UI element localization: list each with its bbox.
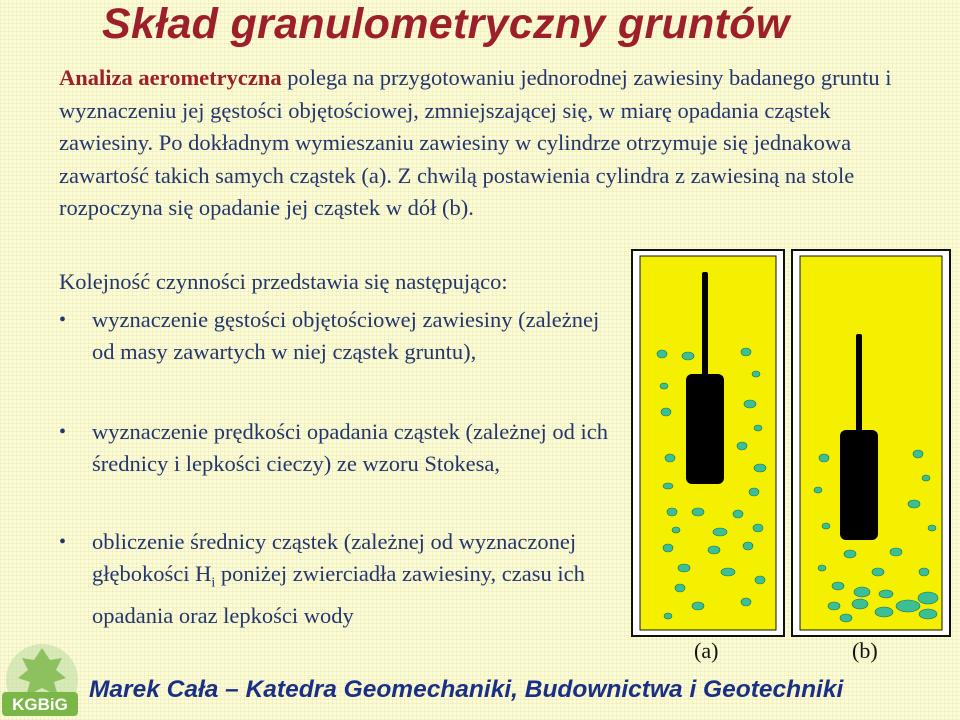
bullet-marker: • (59, 309, 67, 331)
particle (754, 464, 766, 472)
particle (828, 602, 840, 610)
particle (919, 609, 937, 619)
bullet-text: wyznaczenie prędkości opadania cząstek (zależnej od ich średnicy i lepkości cieczy) ze wzoru Stokesa, (92, 419, 608, 476)
particle (832, 582, 844, 590)
particle (661, 408, 671, 416)
particle (663, 544, 673, 552)
label-a: (a) (694, 638, 719, 663)
particle (672, 527, 680, 533)
particle (890, 548, 902, 556)
particle (752, 371, 760, 377)
particle (741, 348, 751, 356)
particle (822, 523, 830, 529)
sedimentation-figure (628, 246, 954, 638)
particle (754, 425, 762, 431)
particle (818, 565, 826, 571)
order-heading: Kolejność czynności przedstawia się następująco: (59, 269, 508, 294)
particle (875, 607, 893, 617)
particle (872, 568, 884, 576)
slide-title: Skład granulometryczny gruntów (102, 0, 790, 48)
particle (852, 599, 868, 609)
particle (678, 564, 690, 572)
particle (928, 525, 936, 531)
particle (840, 614, 852, 622)
intro-keyword: Analiza aerometryczna (59, 65, 282, 90)
particle (896, 600, 920, 612)
particle (721, 568, 735, 576)
particle (908, 500, 920, 508)
particle (664, 613, 672, 619)
kgbig-logo (0, 640, 80, 720)
bullet-text: wyznaczenie gęstości objętościowej zawiesiny (zależnej od masy zawartych w niej cząstek gruntu), (92, 307, 600, 364)
particle (663, 483, 673, 489)
particle (844, 550, 856, 558)
logo-text: KGBiG (12, 695, 68, 714)
particle (854, 587, 870, 597)
particle (879, 590, 893, 598)
particle (682, 352, 694, 360)
particle (733, 510, 743, 518)
particle (919, 568, 929, 576)
bullet-marker: • (59, 531, 67, 553)
particle (667, 508, 677, 516)
footer-author: Marek Cała – Katedra Geomechaniki, Budownictwa i Geotechniki (89, 676, 844, 703)
particle (665, 454, 675, 462)
particle (749, 488, 759, 496)
intro-text: polega na przygotowaniu jednorodnej zawiesiny badanego gruntu i wyznaczeniu jej gęstości objętościowej, zmniejszającej się, w miarę opadania cząstek zawiesiny. Po dokładnym wymieszaniu zawiesiny w cylindrze otrzymuje się jednakowa zawartość takich samych cząstek (a). Z chwilą postawienia cylindra z zawiesiną na stole rozpoczyna się opadanie jej cząstek w dół (b). (59, 65, 892, 220)
label-b: (b) (852, 638, 878, 663)
particle (743, 542, 753, 550)
particle (660, 383, 668, 389)
particle (753, 524, 763, 532)
bullet-text: obliczenie średnicy cząstek (zależnej od wyznaczonej głębokości $H_i$ poniżej zwierciadła zawiesiny, czasu ich opadania oraz lepkości wody (92, 529, 585, 628)
particle (708, 546, 720, 554)
particle (755, 576, 765, 584)
particle (692, 508, 704, 516)
intro-paragraph (59, 62, 919, 225)
bullet-marker: • (59, 421, 67, 443)
particle (744, 400, 756, 408)
particle (737, 442, 747, 450)
particle (675, 584, 685, 592)
particle (918, 592, 938, 604)
particle (657, 350, 667, 358)
particle (913, 450, 923, 458)
particle (692, 602, 704, 610)
particle (922, 475, 930, 481)
particle (713, 528, 727, 536)
particle (741, 598, 751, 606)
particle (814, 487, 822, 493)
particle (819, 454, 829, 462)
